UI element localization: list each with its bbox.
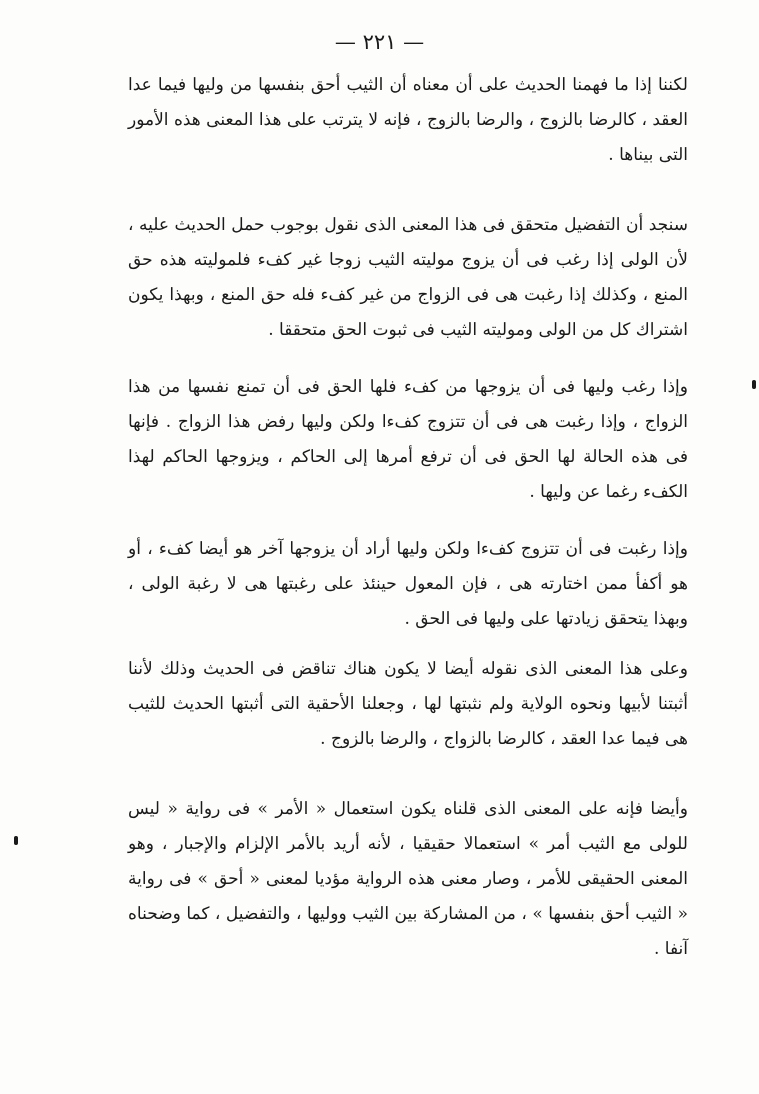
paragraph-5: وعلى هذا المعنى الذى نقوله أيضا لا يكون هناك تناقض فى الحديث وذلك لأننا أثبتنا لأبيها ونحوه الولاية ولم نثبتها لها ، وجعلنا الأحقية التى أثبتها الحديث للثيب هى فيما عدا العقد ، كالرضا بالزواج ، والرضا بالزوج . bbox=[128, 659, 688, 749]
paragraph-3: وإذا رغب وليها فى أن يزوجها من كفء فلها الحق فى أن تمنع نفسها من هذا الزواج ، وإذا رغبت هى فى أن تتزوج كفءا ولكن وليها رفض هذا الزواج . فإنها فى هذه الحالة لها الحق فى أن ترفع أمرها إلى الحاكم ، ويزوجها الحاكم لهذا الكفء رغما عن وليها . bbox=[128, 377, 688, 502]
paragraph-4: وإذا رغبت فى أن تتزوج كفءا ولكن وليها أراد أن يزوجها آخر هو أيضا كفء ، أو هو أكفأ ممن اختارته هى ، فإن المعول حينئذ على رغبتها هى لا رغبة الولى ، وبهذا يتحقق زيادتها على وليها فى الحق . bbox=[128, 539, 688, 629]
page-number: — ٢٢١ — bbox=[334, 30, 425, 54]
margin-dot-mark bbox=[752, 380, 756, 389]
paragraph-1: لكننا إذا ما فهمنا الحديث على أن معناه أن الثيب أحق بنفسها من وليها فيما عدا العقد ، كالرضا بالزوج ، والرضا بالزوج ، فإنه لا يترتب على هذا المعنى هذه الأمور التى بيناها . bbox=[128, 75, 688, 165]
paragraph-6: وأيضا فإنه على المعنى الذى قلناه يكون استعمال « الأمر » فى رواية « ليس للولى مع الثيب أمر » استعمالا حقيقيا ، لأنه أريد بالأمر الإلزام والإجبار ، وهو المعنى الحقيقى للأمر ، وصار معنى هذه الرواية مؤديا لمعنى « أحق » فى رواية « الثيب أحق بنفسها » ، من المشاركة بين الثيب ووليها ، والتفضيل ، كما وضحناه آنفا . bbox=[128, 799, 688, 959]
margin-dot-mark bbox=[14, 836, 18, 845]
paragraph-2: سنجد أن التفضيل متحقق فى هذا المعنى الذى نقول بوجوب حمل الحديث عليه ، لأن الولى إذا رغب فى أن يزوج موليته الثيب زوجا غير كفء فلموليته هذه حق المنع ، وكذلك إذا رغبت هى فى الزواج من غير كفء فله حق المنع ، وبهذا يكون اشتراك كل من الولى وموليته الثيب فى ثبوت الحق متحققا . bbox=[128, 215, 688, 340]
